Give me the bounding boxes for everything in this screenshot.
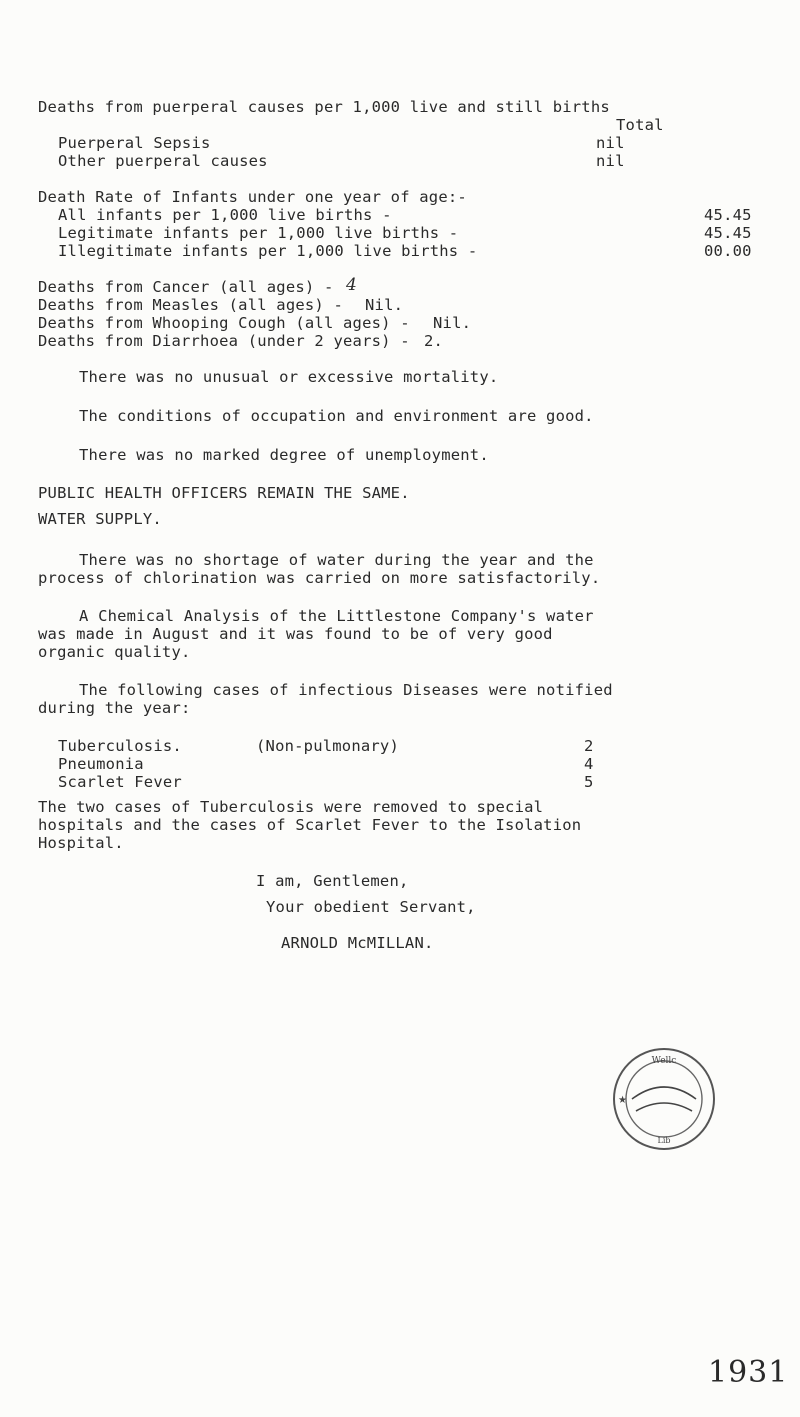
deaths-whooping-label: Deaths from Whooping Cough (all ages) - xyxy=(38,314,410,332)
handwritten-number: 1931 xyxy=(708,1355,789,1390)
infant-rate-title: Death Rate of Infants under one year of age:- xyxy=(38,188,467,206)
deaths-measles-label: Deaths from Measles (all ages) - xyxy=(38,296,344,314)
water-text-line: There was no shortage of water during the year and the xyxy=(79,551,594,569)
unemployment-text: There was no marked degree of unemployment. xyxy=(79,446,489,464)
total-label: Total xyxy=(616,116,664,134)
deaths-diarrhoea-value: 2. xyxy=(424,332,444,350)
puerperal-sepsis-label: Puerperal Sepsis xyxy=(58,134,211,152)
removal-text-line: hospitals and the cases of Scarlet Fever to the Isolation xyxy=(38,816,582,834)
disease-label: Pneumonia xyxy=(58,755,144,773)
analysis-text-line: organic quality. xyxy=(38,643,191,661)
deaths-measles-value: Nil. xyxy=(365,296,404,314)
deaths-cancer-label: Deaths from Cancer (all ages) - xyxy=(38,278,334,296)
water-text-line: process of chlorination was carried on more satisfactorily. xyxy=(38,569,601,587)
signature: ARNOLD McMILLAN. xyxy=(281,934,434,952)
infant-row-value: 45.45 xyxy=(704,206,752,224)
closing-servant: Your obedient Servant, xyxy=(266,898,476,916)
deaths-cancer-value: 4 xyxy=(346,275,358,295)
infant-row-value: 45.45 xyxy=(704,224,752,242)
puerperal-header: Deaths from puerperal causes per 1,000 live and still births xyxy=(38,98,610,116)
svg-text:Wellc: Wellc xyxy=(651,1056,677,1066)
svg-text:Lib: Lib xyxy=(657,1136,671,1145)
closing-salutation: I am, Gentlemen, xyxy=(256,872,409,890)
infectious-intro-line: The following cases of infectious Diseases were notified xyxy=(79,681,613,699)
water-supply-heading: WATER SUPPLY. xyxy=(38,510,162,528)
conditions-text: The conditions of occupation and environment are good. xyxy=(79,407,594,425)
disease-note: (Non-pulmonary) xyxy=(256,737,399,755)
infant-row-label: Illegitimate infants per 1,000 live births - xyxy=(58,242,478,260)
mortality-text: There was no unusual or excessive mortality. xyxy=(79,368,499,386)
infectious-intro-line: during the year: xyxy=(38,699,191,717)
infant-row-value: 00.00 xyxy=(704,242,752,260)
disease-label: Scarlet Fever xyxy=(58,773,182,791)
disease-count: 2 xyxy=(584,737,594,755)
other-puerperal-label: Other puerperal causes xyxy=(58,152,268,170)
library-stamp-icon xyxy=(610,1045,718,1153)
removal-text-line: Hospital. xyxy=(38,834,124,852)
deaths-whooping-value: Nil. xyxy=(433,314,472,332)
puerperal-sepsis-value: nil xyxy=(596,134,625,152)
analysis-text-line: was made in August and it was found to be of very good xyxy=(38,625,553,643)
disease-label: Tuberculosis. xyxy=(58,737,182,755)
svg-text:★: ★ xyxy=(616,1093,630,1107)
disease-count: 5 xyxy=(584,773,594,791)
disease-count: 4 xyxy=(584,755,594,773)
analysis-text-line: A Chemical Analysis of the Littlestone Company's water xyxy=(79,607,594,625)
infant-row-label: Legitimate infants per 1,000 live births - xyxy=(58,224,459,242)
deaths-diarrhoea-label: Deaths from Diarrhoea (under 2 years) - xyxy=(38,332,410,350)
removal-text-line: The two cases of Tuberculosis were removed to special xyxy=(38,798,544,816)
other-puerperal-value: nil xyxy=(596,152,625,170)
infant-row-label: All infants per 1,000 live births - xyxy=(58,206,392,224)
public-health-heading: PUBLIC HEALTH OFFICERS REMAIN THE SAME. xyxy=(38,484,410,502)
